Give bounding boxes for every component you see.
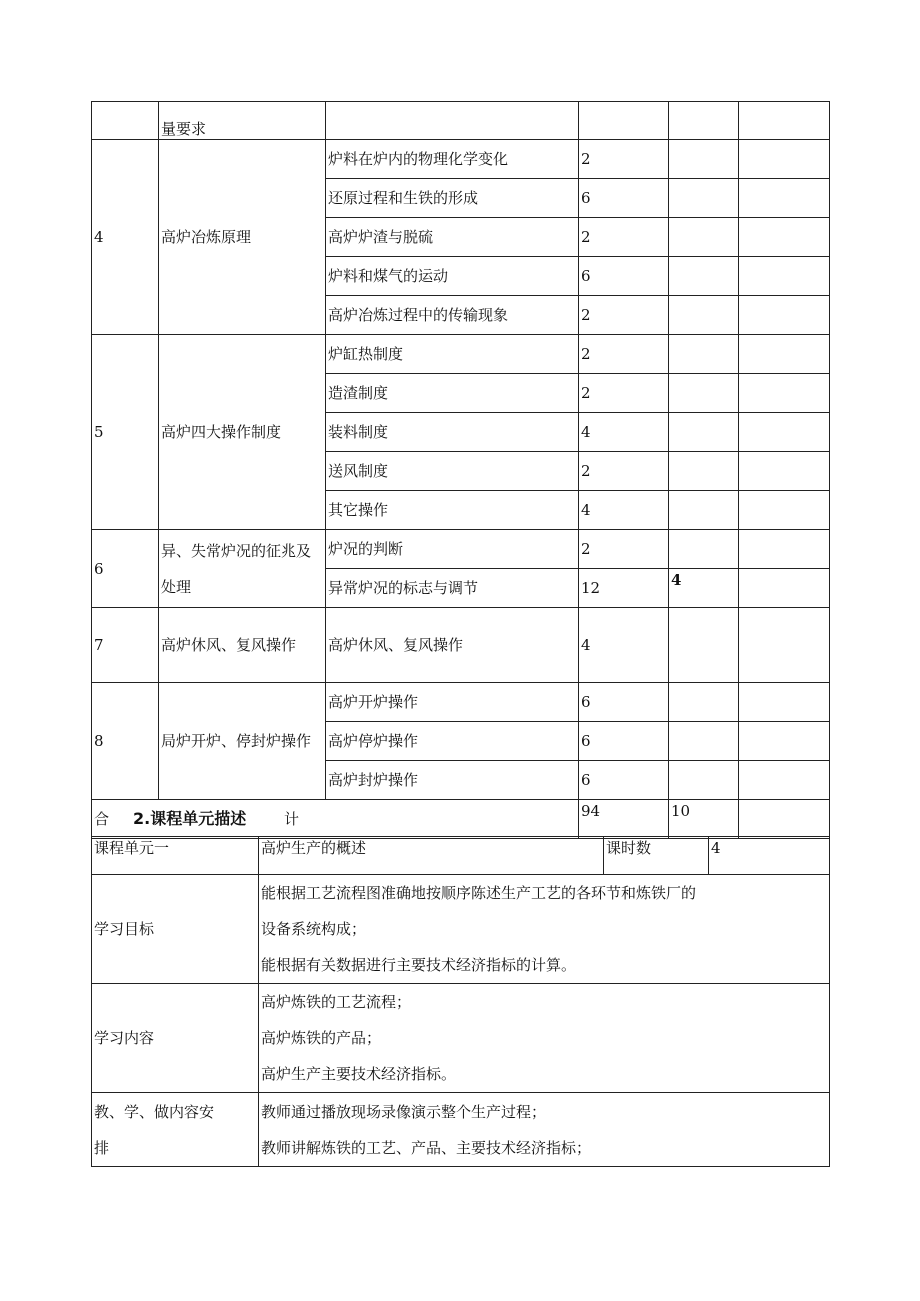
extra-cell <box>669 335 739 374</box>
topic-cell: 炉况的判断 <box>326 530 579 569</box>
group-number: 5 <box>92 335 159 530</box>
course-unit-table <box>91 836 830 1167</box>
table-row <box>92 102 830 140</box>
extra-cell <box>669 140 739 179</box>
topic-cell: 造渣制度 <box>326 374 579 413</box>
extra-cell <box>669 491 739 530</box>
hours-cell: 2 <box>579 452 669 491</box>
table-row <box>92 1093 830 1167</box>
group-name: 局炉开炉、停封炉操作 <box>159 683 326 800</box>
hours-cell: 2 <box>579 335 669 374</box>
table-row <box>92 608 830 683</box>
arrange-label: 教、学、做内容安 排 <box>92 1093 259 1167</box>
extra-cell <box>669 530 739 569</box>
course-hours-table <box>91 101 830 839</box>
topic-cell: 高炉冶炼过程中的传输现象 <box>326 296 579 335</box>
arrange-cell <box>259 1093 830 1167</box>
group-number: 4 <box>92 140 159 335</box>
topic-cell: 炉料在炉内的物理化学变化 <box>326 140 579 179</box>
arrange-line: 教师讲解炼铁的工艺、产品、主要技术经济指标； <box>261 1138 592 1157</box>
extra-cell <box>669 296 739 335</box>
group-name: 高炉休风、复风操作 <box>159 608 326 683</box>
extra-cell <box>669 374 739 413</box>
content-line: 高炉炼铁的工艺流程； <box>261 993 412 1011</box>
hours-cell: 6 <box>579 257 669 296</box>
group-number: 8 <box>92 683 159 800</box>
group-name: 高炉冶炼原理 <box>159 140 326 335</box>
table-row <box>92 335 830 374</box>
hours-cell: 12 <box>579 569 669 608</box>
topic-cell: 高炉炉渣与脱硫 <box>326 218 579 257</box>
extra-cell <box>669 179 739 218</box>
content-line: 高炉炼铁的产品； <box>261 1029 382 1047</box>
goal-line: 能根据工艺流程图准确地按顺序陈述生产工艺的各环节和炼铁厂的 <box>261 884 697 902</box>
topic-cell: 高炉停炉操作 <box>326 722 579 761</box>
topic-cell: 炉料和煤气的运动 <box>326 257 579 296</box>
goal-line: 能根据有关数据进行主要技术经济指标的计算。 <box>261 956 577 974</box>
hours-cell: 6 <box>579 722 669 761</box>
topic-cell: 异常炉况的标志与调节 <box>326 569 579 608</box>
extra-cell <box>669 683 739 722</box>
hours-cell: 4 <box>579 491 669 530</box>
topic-cell: 其它操作 <box>326 491 579 530</box>
extra-cell <box>669 257 739 296</box>
hours-cell: 4 <box>579 608 669 683</box>
hours-label: 课时数 <box>604 837 709 875</box>
total-hours: 94 <box>579 800 669 839</box>
total-label: 合 计 <box>92 800 579 839</box>
topic-cell: 送风制度 <box>326 452 579 491</box>
group-name: 异、失常炉况的征兆及处理 <box>159 530 326 608</box>
hours-cell: 2 <box>579 530 669 569</box>
hours-cell: 6 <box>579 179 669 218</box>
topic-cell: 还原过程和生铁的形成 <box>326 179 579 218</box>
section-title: 2.课程单元描述 <box>133 809 247 828</box>
extra-cell <box>669 608 739 683</box>
topic-cell: 炉缸热制度 <box>326 335 579 374</box>
content-cell <box>259 984 830 1093</box>
group-number: 7 <box>92 608 159 683</box>
unit-name: 量要求 <box>159 102 326 140</box>
topic-cell: 高炉封炉操作 <box>326 761 579 800</box>
table-row <box>92 984 830 1093</box>
table-row <box>92 140 830 179</box>
unit-name: 高炉生产的概述 <box>259 837 604 875</box>
extra-cell: 4 <box>669 569 739 608</box>
hours-value: 4 <box>709 837 830 875</box>
extra-cell <box>669 761 739 800</box>
group-name: 高炉四大操作制度 <box>159 335 326 530</box>
content-label: 学习内容 <box>92 984 259 1093</box>
hours-cell: 2 <box>579 218 669 257</box>
goals-cell <box>259 875 830 984</box>
unit-label: 课程单元一 <box>92 837 259 875</box>
hours-cell: 2 <box>579 296 669 335</box>
extra-cell <box>669 452 739 491</box>
topic-cell: 高炉开炉操作 <box>326 683 579 722</box>
table-row <box>92 530 830 569</box>
extra-cell <box>669 413 739 452</box>
hours-cell: 6 <box>579 683 669 722</box>
extra-cell <box>669 218 739 257</box>
hours-cell: 6 <box>579 761 669 800</box>
hours-cell: 2 <box>579 140 669 179</box>
topic-cell: 装料制度 <box>326 413 579 452</box>
extra-cell <box>669 722 739 761</box>
goal-line: 设备系统构成； <box>261 920 367 938</box>
content-line: 高炉生产主要技术经济指标。 <box>261 1065 457 1083</box>
goals-label: 学习目标 <box>92 875 259 984</box>
arrange-line: 教师通过播放现场录像演示整个生产过程； <box>261 1102 547 1121</box>
topic-cell: 高炉休风、复风操作 <box>326 608 579 683</box>
table-row <box>92 837 830 875</box>
table-row <box>92 683 830 722</box>
hours-cell: 2 <box>579 374 669 413</box>
group-number: 6 <box>92 530 159 608</box>
table-row <box>92 875 830 984</box>
hours-cell: 4 <box>579 413 669 452</box>
total-extra: 10 <box>669 800 739 839</box>
